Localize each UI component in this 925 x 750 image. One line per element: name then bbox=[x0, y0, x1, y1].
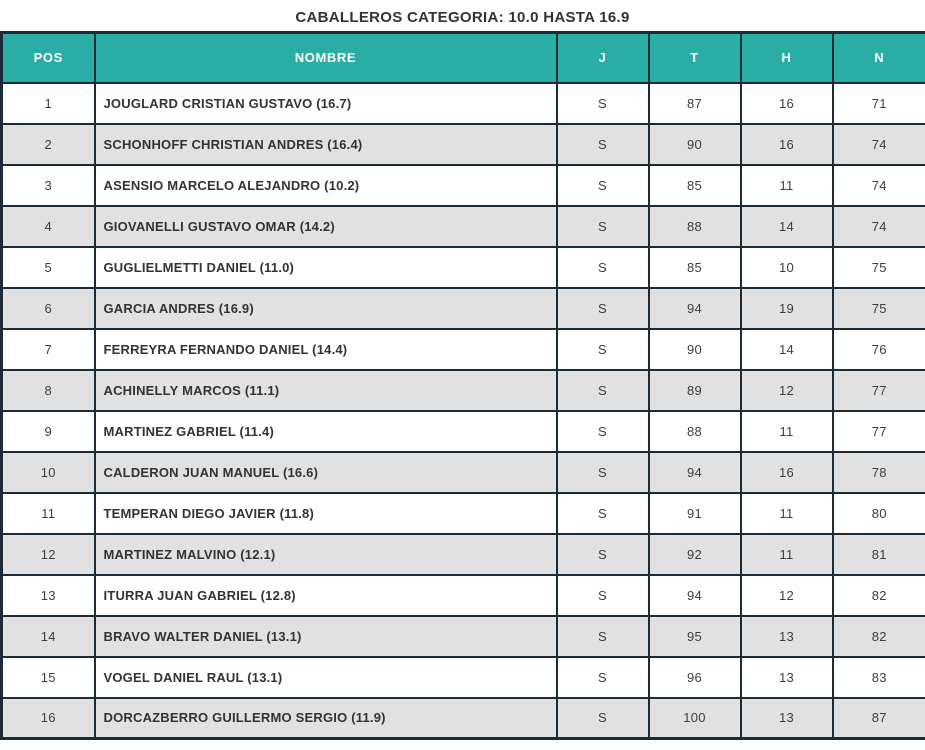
cell-pos: 8 bbox=[2, 370, 95, 411]
cell-h: 11 bbox=[741, 165, 833, 206]
cell-nombre: GUGLIELMETTI DANIEL (11.0) bbox=[95, 247, 557, 288]
cell-t: 94 bbox=[649, 288, 741, 329]
header-cell-n: N bbox=[833, 33, 925, 83]
cell-pos: 12 bbox=[2, 534, 95, 575]
cell-j: S bbox=[557, 534, 649, 575]
cell-t: 88 bbox=[649, 411, 741, 452]
table-row bbox=[2, 698, 925, 739]
cell-pos: 16 bbox=[2, 698, 95, 739]
table-row bbox=[2, 206, 925, 247]
cell-nombre: ACHINELLY MARCOS (11.1) bbox=[95, 370, 557, 411]
cell-h: 16 bbox=[741, 124, 833, 165]
cell-pos: 3 bbox=[2, 165, 95, 206]
results-table bbox=[0, 31, 925, 740]
cell-j: S bbox=[557, 165, 649, 206]
table-body bbox=[2, 83, 925, 739]
table-row bbox=[2, 83, 925, 124]
cell-n: 77 bbox=[833, 370, 925, 411]
cell-j: S bbox=[557, 83, 649, 124]
cell-t: 94 bbox=[649, 575, 741, 616]
cell-n: 81 bbox=[833, 534, 925, 575]
cell-h: 12 bbox=[741, 370, 833, 411]
cell-j: S bbox=[557, 657, 649, 698]
table-row bbox=[2, 657, 925, 698]
cell-j: S bbox=[557, 411, 649, 452]
cell-j: S bbox=[557, 124, 649, 165]
cell-n: 77 bbox=[833, 411, 925, 452]
table-row bbox=[2, 329, 925, 370]
cell-t: 91 bbox=[649, 493, 741, 534]
cell-n: 74 bbox=[833, 206, 925, 247]
cell-pos: 4 bbox=[2, 206, 95, 247]
cell-n: 75 bbox=[833, 247, 925, 288]
table-row bbox=[2, 616, 925, 657]
cell-h: 13 bbox=[741, 616, 833, 657]
header-cell-j: J bbox=[557, 33, 649, 83]
cell-j: S bbox=[557, 698, 649, 739]
cell-pos: 10 bbox=[2, 452, 95, 493]
table-row bbox=[2, 575, 925, 616]
table-row bbox=[2, 411, 925, 452]
cell-j: S bbox=[557, 493, 649, 534]
cell-nombre: TEMPERAN DIEGO JAVIER (11.8) bbox=[95, 493, 557, 534]
table-row bbox=[2, 288, 925, 329]
cell-nombre: BRAVO WALTER DANIEL (13.1) bbox=[95, 616, 557, 657]
cell-pos: 14 bbox=[2, 616, 95, 657]
table-row bbox=[2, 165, 925, 206]
cell-n: 82 bbox=[833, 616, 925, 657]
cell-n: 83 bbox=[833, 657, 925, 698]
cell-nombre: GARCIA ANDRES (16.9) bbox=[95, 288, 557, 329]
cell-h: 14 bbox=[741, 329, 833, 370]
cell-n: 82 bbox=[833, 575, 925, 616]
cell-j: S bbox=[557, 575, 649, 616]
cell-h: 12 bbox=[741, 575, 833, 616]
cell-t: 88 bbox=[649, 206, 741, 247]
cell-n: 78 bbox=[833, 452, 925, 493]
table-row bbox=[2, 370, 925, 411]
cell-nombre: MARTINEZ GABRIEL (11.4) bbox=[95, 411, 557, 452]
cell-h: 11 bbox=[741, 493, 833, 534]
cell-n: 74 bbox=[833, 165, 925, 206]
cell-nombre: CALDERON JUAN MANUEL (16.6) bbox=[95, 452, 557, 493]
cell-nombre: ASENSIO MARCELO ALEJANDRO (10.2) bbox=[95, 165, 557, 206]
cell-nombre: DORCAZBERRO GUILLERMO SERGIO (11.9) bbox=[95, 698, 557, 739]
cell-pos: 11 bbox=[2, 493, 95, 534]
table-row bbox=[2, 452, 925, 493]
cell-j: S bbox=[557, 206, 649, 247]
cell-n: 87 bbox=[833, 698, 925, 739]
cell-n: 74 bbox=[833, 124, 925, 165]
page-title: CABALLEROS CATEGORIA: 10.0 HASTA 16.9 bbox=[295, 9, 630, 26]
header-cell-t: T bbox=[649, 33, 741, 83]
cell-n: 75 bbox=[833, 288, 925, 329]
cell-j: S bbox=[557, 370, 649, 411]
cell-h: 13 bbox=[741, 698, 833, 739]
cell-t: 85 bbox=[649, 247, 741, 288]
cell-pos: 1 bbox=[2, 83, 95, 124]
cell-t: 87 bbox=[649, 83, 741, 124]
header-cell-h: H bbox=[741, 33, 833, 83]
cell-t: 95 bbox=[649, 616, 741, 657]
cell-pos: 7 bbox=[2, 329, 95, 370]
cell-t: 90 bbox=[649, 124, 741, 165]
cell-nombre: JOUGLARD CRISTIAN GUSTAVO (16.7) bbox=[95, 83, 557, 124]
cell-h: 16 bbox=[741, 83, 833, 124]
cell-nombre: MARTINEZ MALVINO (12.1) bbox=[95, 534, 557, 575]
cell-n: 76 bbox=[833, 329, 925, 370]
cell-h: 14 bbox=[741, 206, 833, 247]
cell-j: S bbox=[557, 288, 649, 329]
header-row bbox=[2, 33, 925, 83]
table-row bbox=[2, 534, 925, 575]
cell-j: S bbox=[557, 247, 649, 288]
cell-h: 11 bbox=[741, 534, 833, 575]
cell-nombre: VOGEL DANIEL RAUL (13.1) bbox=[95, 657, 557, 698]
cell-nombre: ITURRA JUAN GABRIEL (12.8) bbox=[95, 575, 557, 616]
cell-pos: 6 bbox=[2, 288, 95, 329]
table-row bbox=[2, 247, 925, 288]
cell-h: 11 bbox=[741, 411, 833, 452]
cell-j: S bbox=[557, 329, 649, 370]
cell-h: 19 bbox=[741, 288, 833, 329]
cell-t: 94 bbox=[649, 452, 741, 493]
cell-j: S bbox=[557, 452, 649, 493]
table-row bbox=[2, 493, 925, 534]
cell-t: 100 bbox=[649, 698, 741, 739]
cell-j: S bbox=[557, 616, 649, 657]
cell-pos: 13 bbox=[2, 575, 95, 616]
cell-pos: 5 bbox=[2, 247, 95, 288]
cell-t: 85 bbox=[649, 165, 741, 206]
cell-h: 16 bbox=[741, 452, 833, 493]
cell-h: 10 bbox=[741, 247, 833, 288]
cell-nombre: GIOVANELLI GUSTAVO OMAR (14.2) bbox=[95, 206, 557, 247]
cell-pos: 2 bbox=[2, 124, 95, 165]
cell-pos: 15 bbox=[2, 657, 95, 698]
cell-nombre: SCHONHOFF CHRISTIAN ANDRES (16.4) bbox=[95, 124, 557, 165]
cell-t: 90 bbox=[649, 329, 741, 370]
cell-t: 89 bbox=[649, 370, 741, 411]
header-cell-pos: POS bbox=[2, 33, 95, 83]
cell-t: 96 bbox=[649, 657, 741, 698]
cell-h: 13 bbox=[741, 657, 833, 698]
cell-n: 80 bbox=[833, 493, 925, 534]
cell-n: 71 bbox=[833, 83, 925, 124]
header-cell-nombre: NOMBRE bbox=[95, 33, 557, 83]
cell-t: 92 bbox=[649, 534, 741, 575]
table-row bbox=[2, 124, 925, 165]
cell-nombre: FERREYRA FERNANDO DANIEL (14.4) bbox=[95, 329, 557, 370]
cell-pos: 9 bbox=[2, 411, 95, 452]
